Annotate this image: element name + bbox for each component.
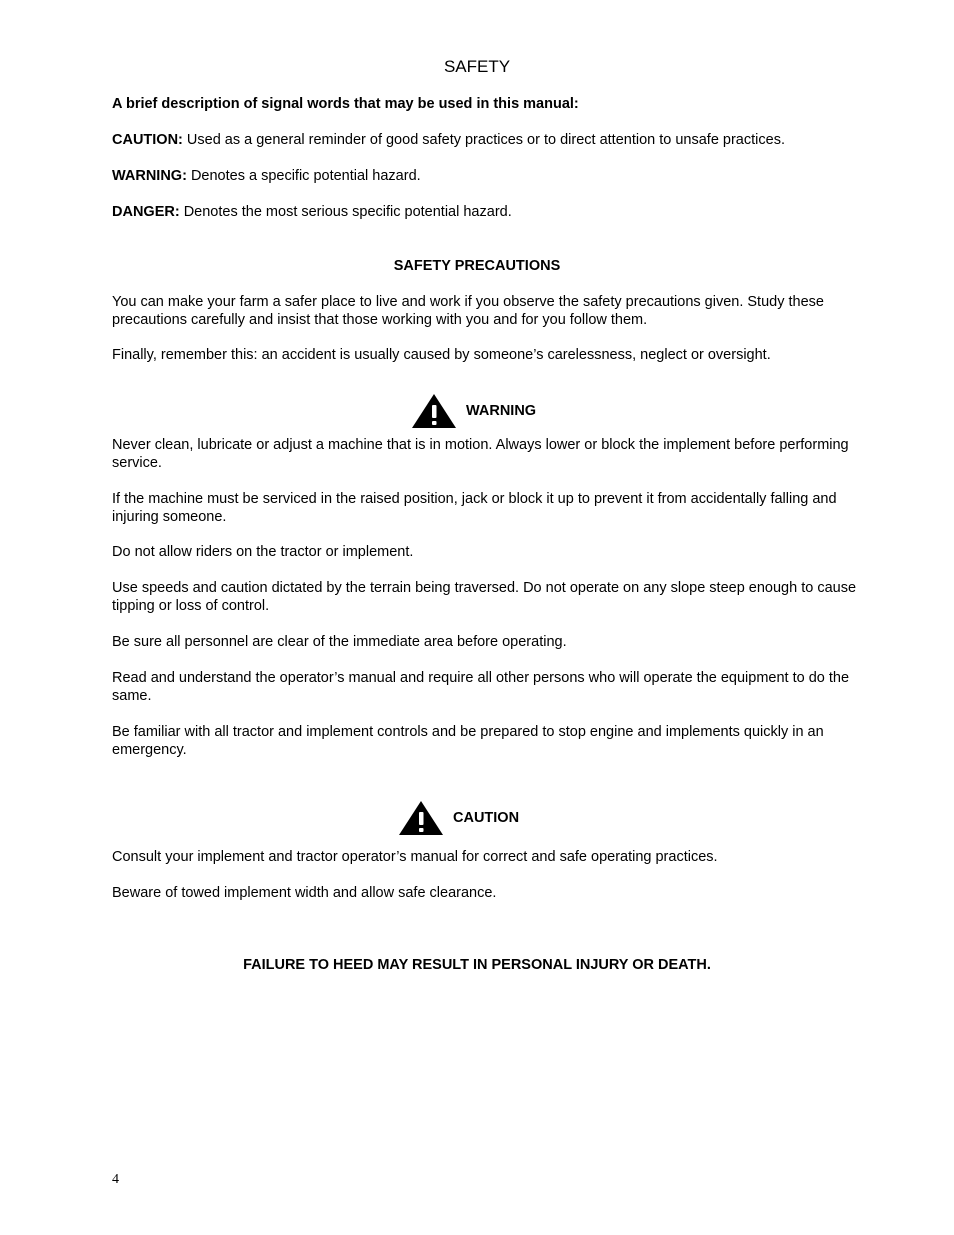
- warning-item: Do not allow riders on the tractor or implement.: [112, 544, 414, 560]
- page-title: SAFETY: [443, 57, 511, 76]
- warning-item: If the machine must be serviced in the raised position, jack or block it up to prevent it from accidentally falling and injuring someone.: [112, 491, 837, 525]
- caution-heading: [398, 800, 519, 836]
- signal-word-caution: [112, 131, 862, 149]
- signal-words-heading: A brief description of signal words that may be used in this manual:: [112, 96, 579, 112]
- caution-label: CAUTION: [453, 810, 520, 826]
- failure-warning: FAILURE TO HEED MAY RESULT IN PERSONAL INJURY OR DEATH.: [243, 957, 711, 973]
- safety-precautions-heading: SAFETY PRECAUTIONS: [393, 258, 561, 274]
- caution-item: Beware of towed implement width and allow safe clearance.: [112, 885, 497, 901]
- warning-triangle-icon: [398, 800, 444, 836]
- signal-word-warning: [112, 167, 862, 185]
- signal-word-definition: Used as a general reminder of good safety practices or to direct attention to unsafe practices.: [182, 132, 785, 148]
- precautions-paragraph: Finally, remember this: an accident is usually caused by someone’s carelessness, neglect or oversight.: [112, 347, 771, 363]
- signal-word-term: CAUTION:: [112, 132, 183, 148]
- warning-item: Be sure all personnel are clear of the immediate area before operating.: [112, 634, 567, 650]
- warning-label: WARNING: [466, 403, 537, 419]
- signal-word-definition: Denotes the most serious specific potential hazard.: [179, 204, 512, 220]
- signal-word-term: WARNING:: [112, 168, 187, 184]
- precautions-paragraph: You can make your farm a safer place to live and work if you observe the safety precautions given. Study these precautions carefully and insist that those working with you and for you follow them.: [112, 294, 824, 328]
- warning-item: Use speeds and caution dictated by the terrain being traversed. Do not operate on any slope steep enough to cause tipping or loss of control.: [112, 580, 857, 614]
- warning-item: Never clean, lubricate or adjust a machine that is in motion. Always lower or block the implement before performing service.: [112, 437, 849, 471]
- warning-item: Be familiar with all tractor and implement controls and be prepared to stop engine and implements quickly in an emergency.: [112, 724, 824, 758]
- warning-triangle-icon: [411, 393, 457, 429]
- signal-word-danger: [112, 203, 862, 221]
- signal-word-term: DANGER:: [112, 204, 180, 220]
- warning-heading: [411, 393, 536, 429]
- caution-item: Consult your implement and tractor operator’s manual for correct and safe operating practices.: [112, 849, 718, 865]
- signal-word-definition: Denotes a specific potential hazard.: [186, 168, 421, 184]
- page-number: 4: [112, 1172, 119, 1187]
- warning-item: Read and understand the operator’s manual and require all other persons who will operate the equipment to do the same.: [112, 670, 850, 704]
